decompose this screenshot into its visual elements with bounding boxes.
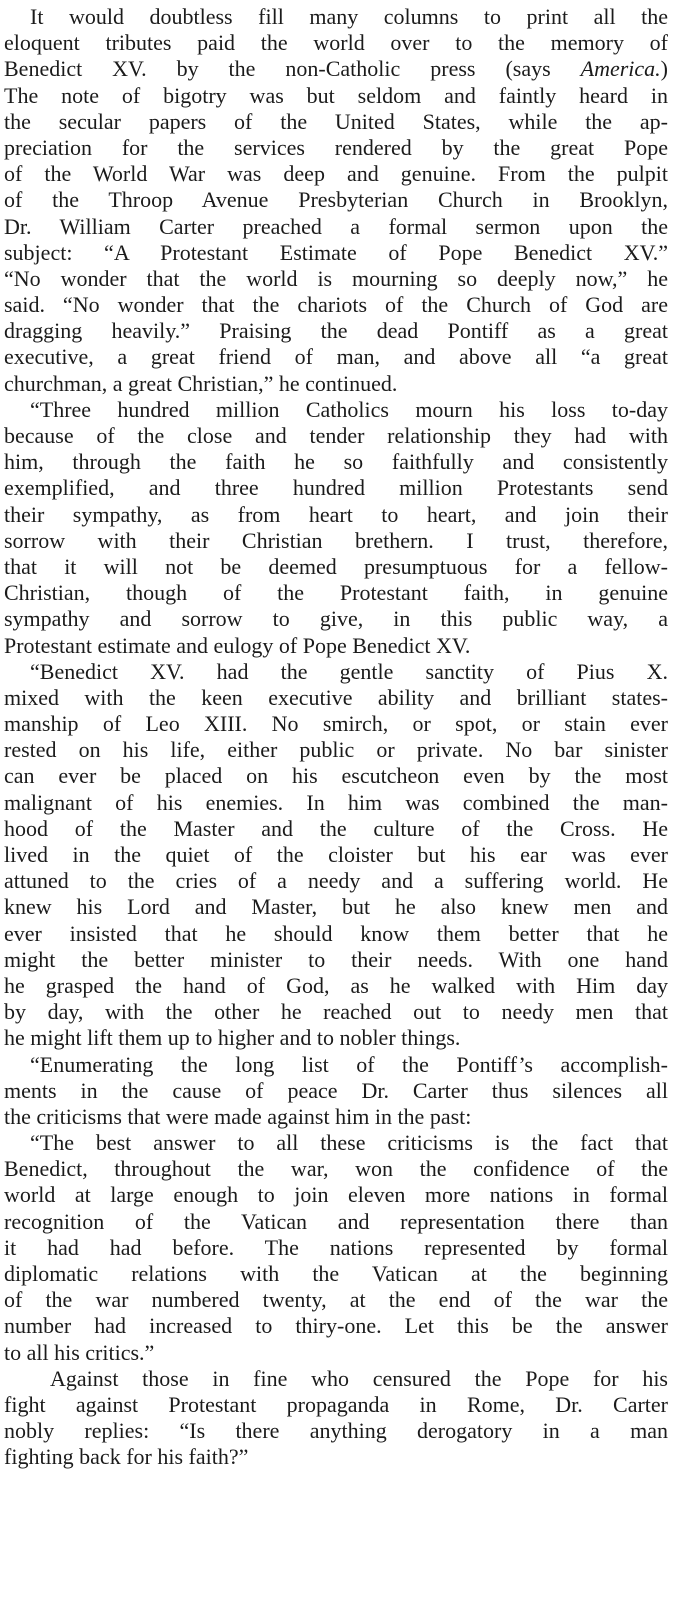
text-line: manship of Leo XIII. No smirch, or spot, or stain ever	[4, 711, 668, 737]
text-line: to all his critics.”	[4, 1339, 155, 1365]
text-line: preciation for the services rendered by the great Pope	[4, 134, 668, 160]
text-line: of the Throop Avenue Presbyterian Church in Brooklyn,	[4, 187, 668, 213]
text-line: It would doubtless fill many columns to print all the	[30, 4, 668, 29]
text-line: nobly replies: “Is there anything derogatory in a man	[4, 1418, 668, 1444]
text-line: that it will not be deemed presumptuous for a fellow-	[4, 553, 668, 579]
text-segment: )	[660, 56, 668, 82]
text-line: sorrow with their Christian brethern. I trust, therefore,	[4, 527, 668, 553]
paragraph	[4, 1052, 668, 1131]
text-line: fighting back for his faith?”	[4, 1444, 249, 1470]
paragraph	[4, 1130, 668, 1366]
text-line: attuned to the cries of a needy and a suffering world. He	[4, 868, 668, 894]
text-line: number had increased to thiry-one. Let this be the answer	[4, 1313, 668, 1339]
text-line: “Three hundred million Catholics mourn his loss to-day	[30, 396, 668, 422]
paragraph	[4, 397, 668, 659]
text-line: of the war numbered twenty, at the end of the war the	[4, 1287, 668, 1313]
text-line: eloquent tributes paid the world over to the memory of	[4, 30, 668, 56]
text-line: The note of bigotry was but seldom and faintly heard in	[4, 82, 668, 108]
text-line: he might lift them up to higher and to nobler things.	[4, 1025, 461, 1051]
text-line: exemplified, and three hundred million Protestants send	[4, 475, 668, 501]
article-body	[4, 4, 668, 1471]
text-line: subject: “A Protestant Estimate of Pope Benedict XV.”	[4, 239, 668, 265]
text-line: their sympathy, as from heart to heart, and join their	[4, 501, 668, 527]
text-line: “The best answer to all these criticisms is the fact that	[30, 1130, 668, 1156]
text-line: Protestant estimate and eulogy of Pope Benedict XV.	[4, 632, 471, 658]
text-line: “No wonder that the world is mourning so deeply now,” he	[4, 265, 668, 291]
text-line: Dr. William Carter preached a formal sermon upon the	[4, 213, 668, 239]
text-line: might the better minister to their needs. With one hand	[4, 946, 668, 972]
text-line: knew his Lord and Master, but he also knew men and	[4, 894, 668, 920]
text-line: world at large enough to join eleven more nations in formal	[4, 1182, 668, 1208]
text-line: Benedict, throughout the war, won the confidence of the	[4, 1156, 668, 1182]
text-line: he grasped the hand of God, as he walked with Him day	[4, 972, 668, 998]
text-line: churchman, a great Christian,” he continued.	[4, 370, 398, 396]
text-line: him, through the faith he so faithfully and consistently	[4, 449, 668, 475]
text-line: it had had before. The nations represented by formal	[4, 1234, 668, 1260]
text-line: the secular papers of the United States, while the ap-	[4, 108, 668, 134]
text-line: of the World War was deep and genuine. From the pulpit	[4, 161, 668, 187]
paragraph	[4, 659, 668, 1052]
text-line: mixed with the keen executive ability and brilliant states-	[4, 684, 668, 710]
text-line	[4, 56, 668, 82]
text-line: the criticisms that were made against him in the past:	[4, 1103, 472, 1129]
text-line: Christian, though of the Protestant faith, in genuine	[4, 580, 668, 606]
text-line: malignant of his enemies. In him was combined the man-	[4, 789, 668, 815]
text-line: because of the close and tender relationship they had with	[4, 423, 668, 448]
text-line: rested on his life, either public or private. No bar sinister	[4, 737, 668, 763]
text-line: ever insisted that he should know them better that he	[4, 920, 668, 946]
text-line: “Benedict XV. had the gentle sanctity of Pius X.	[30, 658, 668, 684]
text-line: executive, a great friend of man, and above all “a great	[4, 344, 668, 370]
text-line: hood of the Master and the culture of the Cross. He	[4, 815, 668, 841]
text-line: said. “No wonder that the chariots of the Church of God are	[4, 292, 668, 318]
paragraph	[4, 4, 668, 397]
text-line: Against those in fine who censured the Pope for his	[50, 1365, 668, 1391]
text-line: “Enumerating the long list of the Pontiff’s accomplish-	[30, 1051, 668, 1077]
text-line: fight against Protestant propaganda in Rome, Dr. Carter	[4, 1391, 668, 1417]
text-line: diplomatic relations with the Vatican at the beginning	[4, 1261, 668, 1286]
italic-text: America.	[580, 56, 661, 82]
text-line: sympathy and sorrow to give, in this public way, a	[4, 606, 668, 632]
text-line: dragging heavily.” Praising the dead Pontiff as a great	[4, 318, 668, 344]
paragraph	[4, 1366, 668, 1471]
text-line: lived in the quiet of the cloister but his ear was ever	[4, 842, 668, 867]
text-line: can ever be placed on his escutcheon even by the most	[4, 763, 668, 789]
text-line: ments in the cause of peace Dr. Carter thus silences all	[4, 1077, 668, 1103]
text-line: by day, with the other he reached out to needy men that	[4, 999, 668, 1025]
text-segment: Benedict XV. by the non-Catholic press (says	[4, 56, 581, 82]
text-line: recognition of the Vatican and representation there than	[4, 1208, 668, 1234]
